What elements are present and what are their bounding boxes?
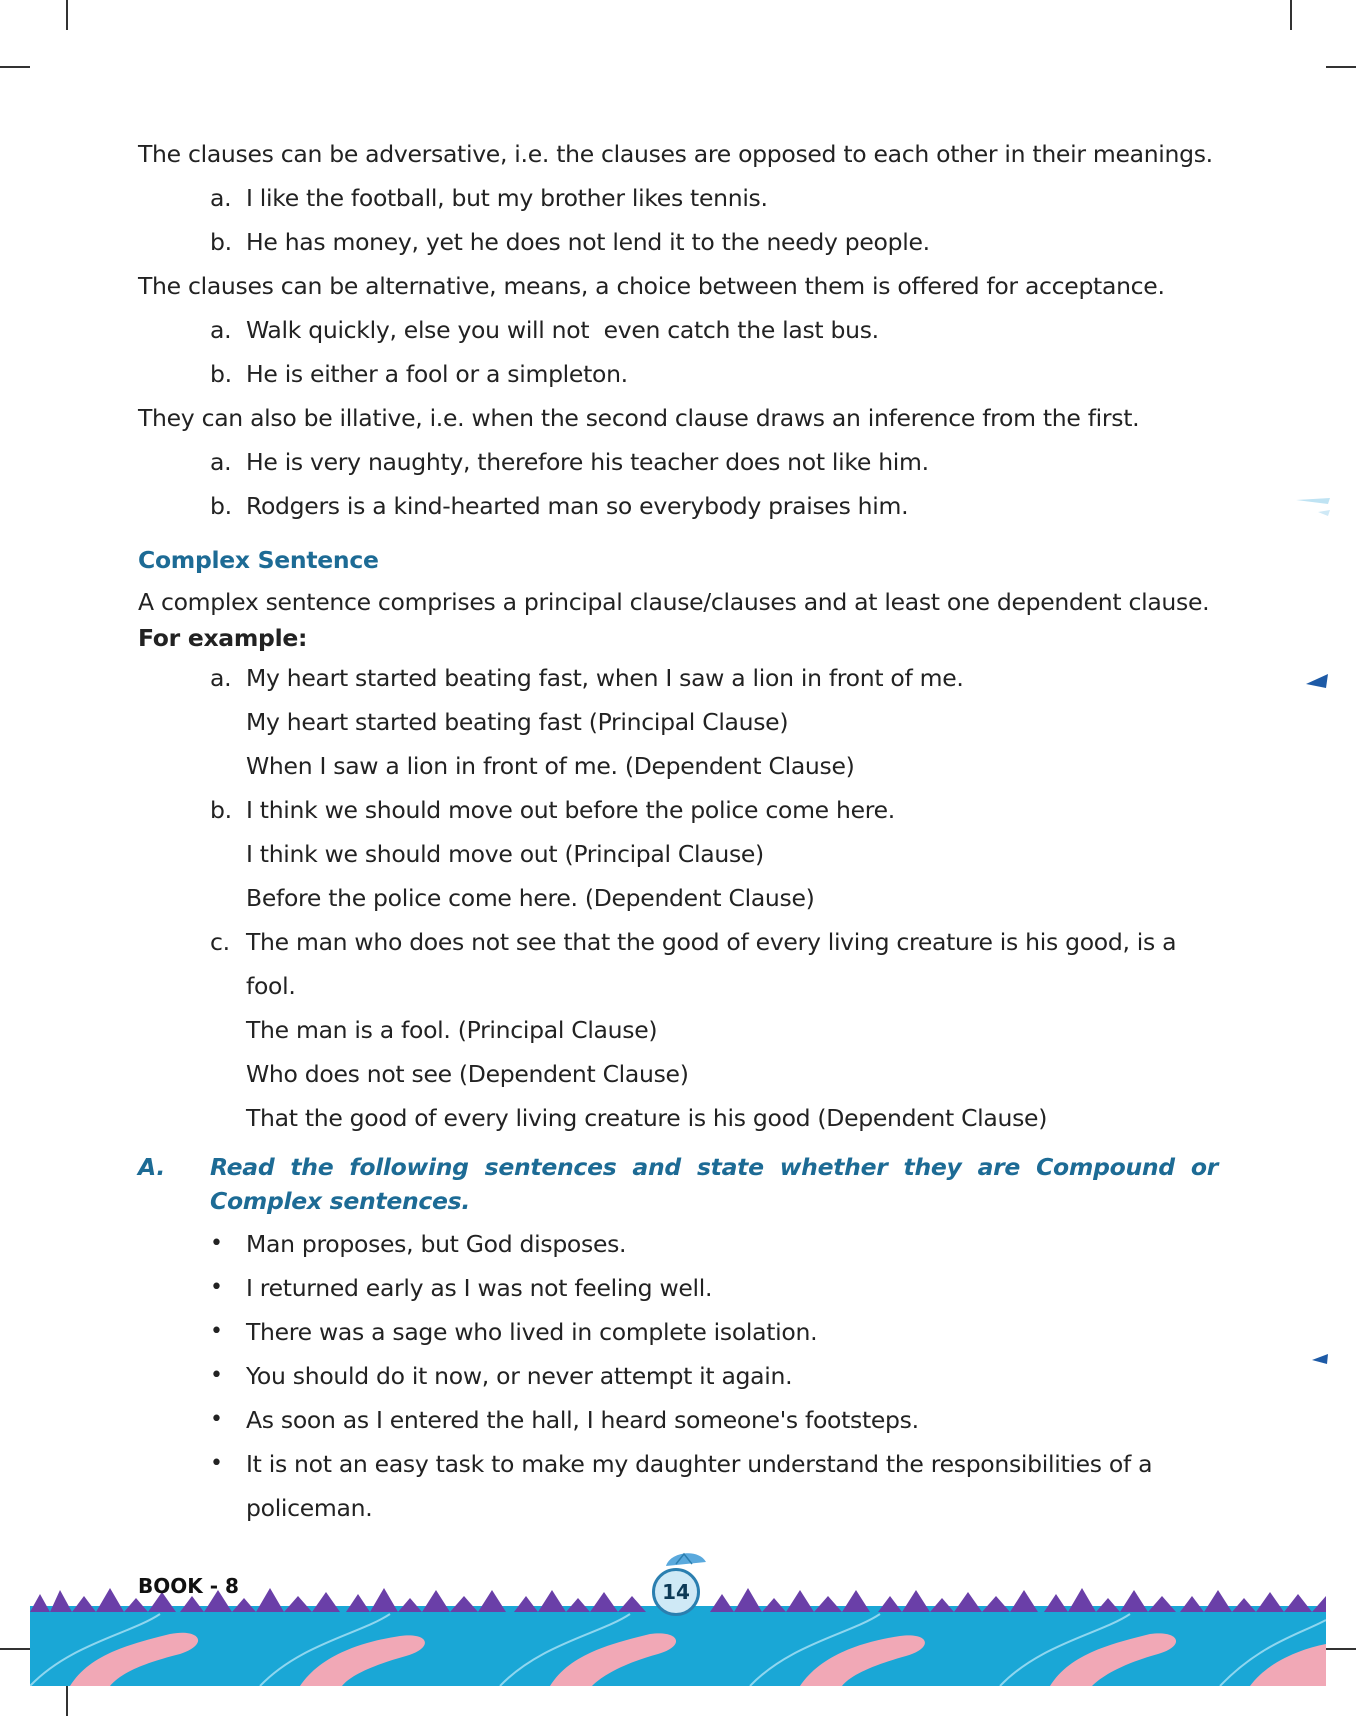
page-content <box>138 132 1218 1530</box>
book-label: BOOK - 8 <box>138 1574 239 1598</box>
exercise-item: • I returned early as I was not feeling well. <box>138 1266 1218 1310</box>
list-item: c. The man who does not see that the good of every living creature is his good, is a <box>210 928 1177 956</box>
clause-line: I think we should move out (Principal Clause) <box>246 840 764 868</box>
illative-intro: They can also be illative, i.e. when the second clause draws an inference from the first. <box>138 404 1140 432</box>
crop-mark <box>66 1686 68 1716</box>
crop-mark <box>66 0 68 30</box>
clause-line: Who does not see (Dependent Clause) <box>246 1060 689 1088</box>
bullet-icon: • <box>210 1451 223 1476</box>
exercise-item: • As soon as I entered the hall, I heard someone's footsteps. <box>138 1398 1218 1442</box>
exercise-item: • It is not an easy task to make my daughter understand the responsibilities of a policeman. <box>138 1442 1218 1530</box>
exercise-item: • Man proposes, but God disposes. <box>138 1222 1218 1266</box>
clause-line: fool. <box>246 972 296 1000</box>
bullet-icon: • <box>210 1407 223 1432</box>
for-example-label: For example: <box>138 624 308 652</box>
list-item: b. I think we should move out before the police come here. <box>210 796 895 824</box>
list-item: b. He has money, yet he does not lend it to the needy people. <box>210 228 930 256</box>
section-heading: Complex Sentence <box>138 546 379 574</box>
list-item: a. My heart started beating fast, when I saw a lion in front of me. <box>210 664 964 692</box>
clause-line: Before the police come here. (Dependent Clause) <box>246 884 815 912</box>
list-item: a. He is very naughty, therefore his teacher does not like him. <box>210 448 929 476</box>
exercise-item: • There was a sage who lived in complete isolation. <box>138 1310 1218 1354</box>
side-decoration-icon <box>1296 496 1332 546</box>
list-item: b. Rodgers is a kind-hearted man so everybody praises him. <box>210 492 909 520</box>
crop-mark <box>1290 0 1292 30</box>
side-decoration-icon <box>1312 1352 1330 1366</box>
clause-line: My heart started beating fast (Principal Clause) <box>246 708 789 736</box>
crop-mark <box>0 1648 30 1650</box>
crop-mark <box>1326 1648 1356 1650</box>
clause-line: The man is a fool. (Principal Clause) <box>246 1016 658 1044</box>
bullet-icon: • <box>210 1319 223 1344</box>
adversative-intro: The clauses can be adversative, i.e. the clauses are opposed to each other in their meanings. <box>138 140 1213 168</box>
side-decoration-icon <box>1306 672 1330 692</box>
list-item: b. He is either a fool or a simpleton. <box>210 360 628 388</box>
bullet-icon: • <box>210 1231 223 1256</box>
complex-definition: A complex sentence comprises a principal clause/clauses and at least one dependent clause. For example: <box>138 588 1210 652</box>
bullet-icon: • <box>210 1363 223 1388</box>
exercise-item: • You should do it now, or never attempt it again. <box>138 1354 1218 1398</box>
alternative-intro: The clauses can be alternative, means, a choice between them is offered for acceptance. <box>138 272 1165 300</box>
bullet-icon: • <box>210 1275 223 1300</box>
list-item: a. I like the football, but my brother likes tennis. <box>210 184 768 212</box>
crop-mark <box>1326 66 1356 68</box>
list-item: a. Walk quickly, else you will not even catch the last bus. <box>210 316 879 344</box>
clause-line: When I saw a lion in front of me. (Dependent Clause) <box>246 752 855 780</box>
crop-mark <box>0 66 30 68</box>
page-number: 14 <box>652 1568 700 1616</box>
exercise-heading: A. Read the following sentences and state whether they are Compound or Complex sentences. <box>138 1153 1218 1215</box>
clause-line: That the good of every living creature is his good (Dependent Clause) <box>246 1104 1048 1132</box>
